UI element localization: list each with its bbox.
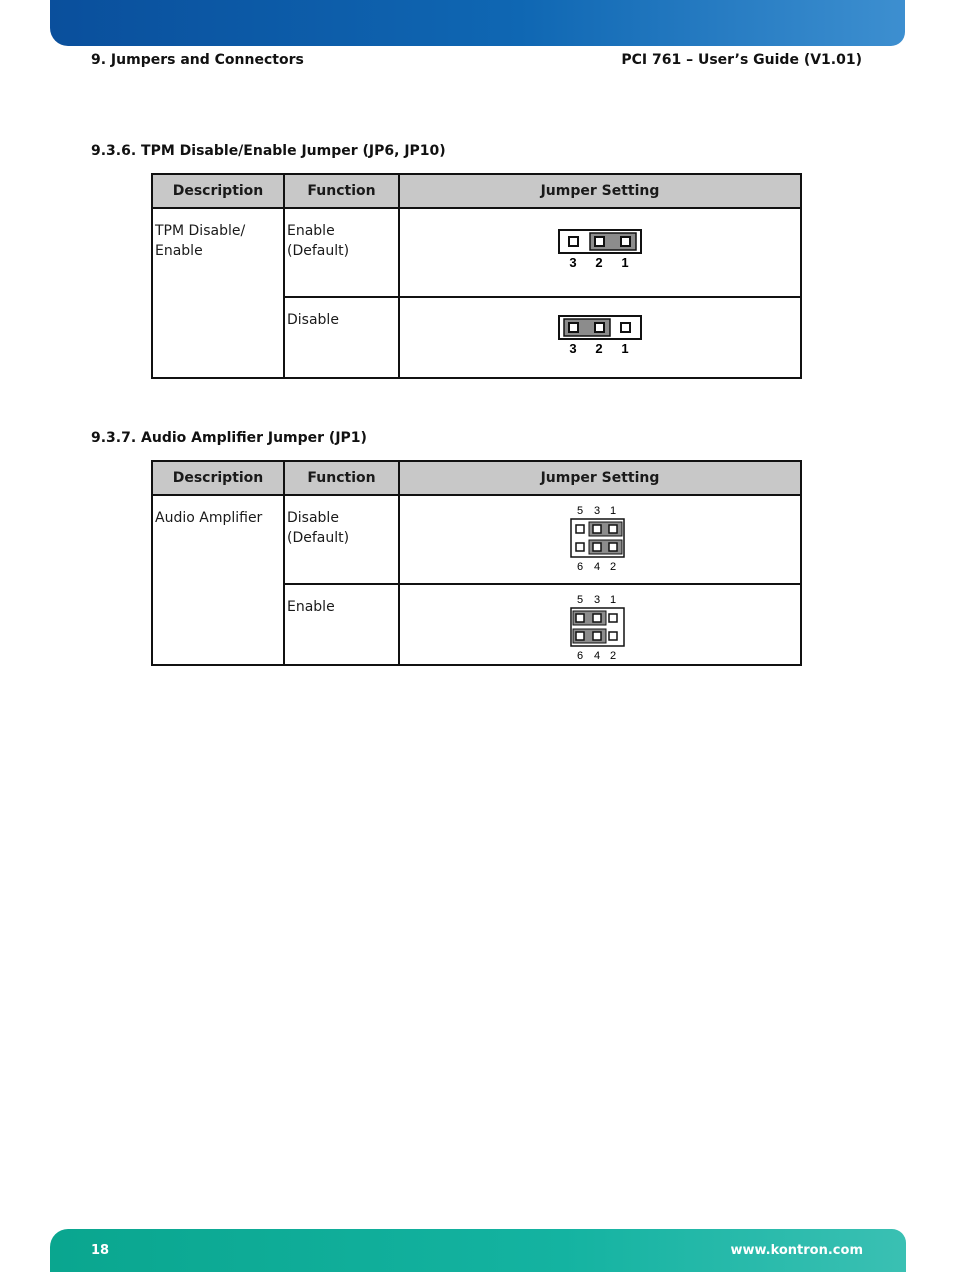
- tpm-jumper-table: [151, 173, 802, 379]
- pin-label-2: 2: [609, 561, 617, 573]
- function-text: Disable (Default): [287, 510, 350, 546]
- pin-label-4: 4: [593, 561, 601, 573]
- pin-5: [576, 525, 584, 533]
- pin-label-4: 4: [593, 650, 601, 662]
- jumper-diagram-pins-1-2: [558, 229, 642, 271]
- pin-label-3: 3: [569, 255, 577, 270]
- pin-1: [609, 614, 617, 622]
- pin-2: [595, 237, 604, 246]
- document-title: PCI 761 – User’s Guide (V1.01): [621, 52, 862, 68]
- pin-4: [593, 543, 601, 551]
- pin-3: [569, 237, 578, 246]
- pin-1: [621, 323, 630, 332]
- description-text: Audio Amplifier: [155, 510, 263, 526]
- header-band: [50, 0, 905, 46]
- pin-3: [569, 323, 578, 332]
- column-header-jumper-setting: Jumper Setting: [399, 174, 801, 208]
- description-text: TPM Disable/ Enable: [155, 223, 246, 259]
- pin-label-3: 3: [593, 505, 601, 517]
- pin-label-1: 1: [609, 594, 617, 606]
- section-title-tpm: 9.3.6. TPM Disable/Enable Jumper (JP6, JP10): [91, 143, 446, 159]
- jumper-setting-cell: [399, 208, 801, 297]
- jumper-setting-cell: [399, 297, 801, 378]
- jumper-setting-cell: [399, 584, 801, 665]
- pin-label-6: 6: [576, 561, 584, 573]
- function-cell: [284, 297, 399, 378]
- function-cell: [284, 495, 399, 584]
- pin-6: [576, 632, 584, 640]
- pin-2: [609, 632, 617, 640]
- table-row: [152, 495, 801, 584]
- pin-label-2: 2: [609, 650, 617, 662]
- pin-label-3: 3: [593, 594, 601, 606]
- function-text: Disable: [287, 312, 339, 328]
- pin-label-1: 1: [621, 255, 629, 270]
- pin-1: [621, 237, 630, 246]
- pin-label-2: 2: [595, 341, 603, 356]
- pin-label-5: 5: [576, 505, 584, 517]
- jumper-diagram-pins-1-3-2-4: [570, 504, 630, 574]
- chapter-title: 9. Jumpers and Connectors: [91, 52, 304, 68]
- audio-jumper-table: [151, 460, 802, 666]
- table-header-row: [152, 461, 801, 495]
- function-cell: [284, 208, 399, 297]
- section-title-audio: 9.3.7. Audio Amplifier Jumper (JP1): [91, 430, 367, 446]
- description-cell: [152, 208, 284, 378]
- pin-4: [593, 632, 601, 640]
- pin-5: [576, 614, 584, 622]
- function-text: Enable (Default): [287, 223, 350, 259]
- column-header-description: Description: [152, 174, 284, 208]
- pin-3: [593, 614, 601, 622]
- function-text: Enable: [287, 599, 335, 615]
- pin-label-5: 5: [576, 594, 584, 606]
- pin-label-3: 3: [569, 341, 577, 356]
- footer-website-link[interactable]: www.kontron.com: [730, 1243, 863, 1258]
- pin-6: [576, 543, 584, 551]
- column-header-jumper-setting: Jumper Setting: [399, 461, 801, 495]
- jumper-setting-cell: [399, 495, 801, 584]
- jumper-diagram-pins-2-3: [558, 315, 642, 357]
- pin-3: [593, 525, 601, 533]
- pin-label-1: 1: [609, 505, 617, 517]
- table-header-row: [152, 174, 801, 208]
- pin-label-6: 6: [576, 650, 584, 662]
- function-cell: [284, 584, 399, 665]
- page-number: 18: [91, 1243, 110, 1258]
- pin-label-1: 1: [621, 341, 629, 356]
- pin-2: [609, 543, 617, 551]
- pin-1: [609, 525, 617, 533]
- column-header-description: Description: [152, 461, 284, 495]
- jumper-diagram-pins-3-5-4-6: [570, 593, 630, 663]
- pin-2: [595, 323, 604, 332]
- pin-label-2: 2: [595, 255, 603, 270]
- table-row: [152, 208, 801, 297]
- column-header-function: Function: [284, 174, 399, 208]
- column-header-function: Function: [284, 461, 399, 495]
- description-cell: [152, 495, 284, 665]
